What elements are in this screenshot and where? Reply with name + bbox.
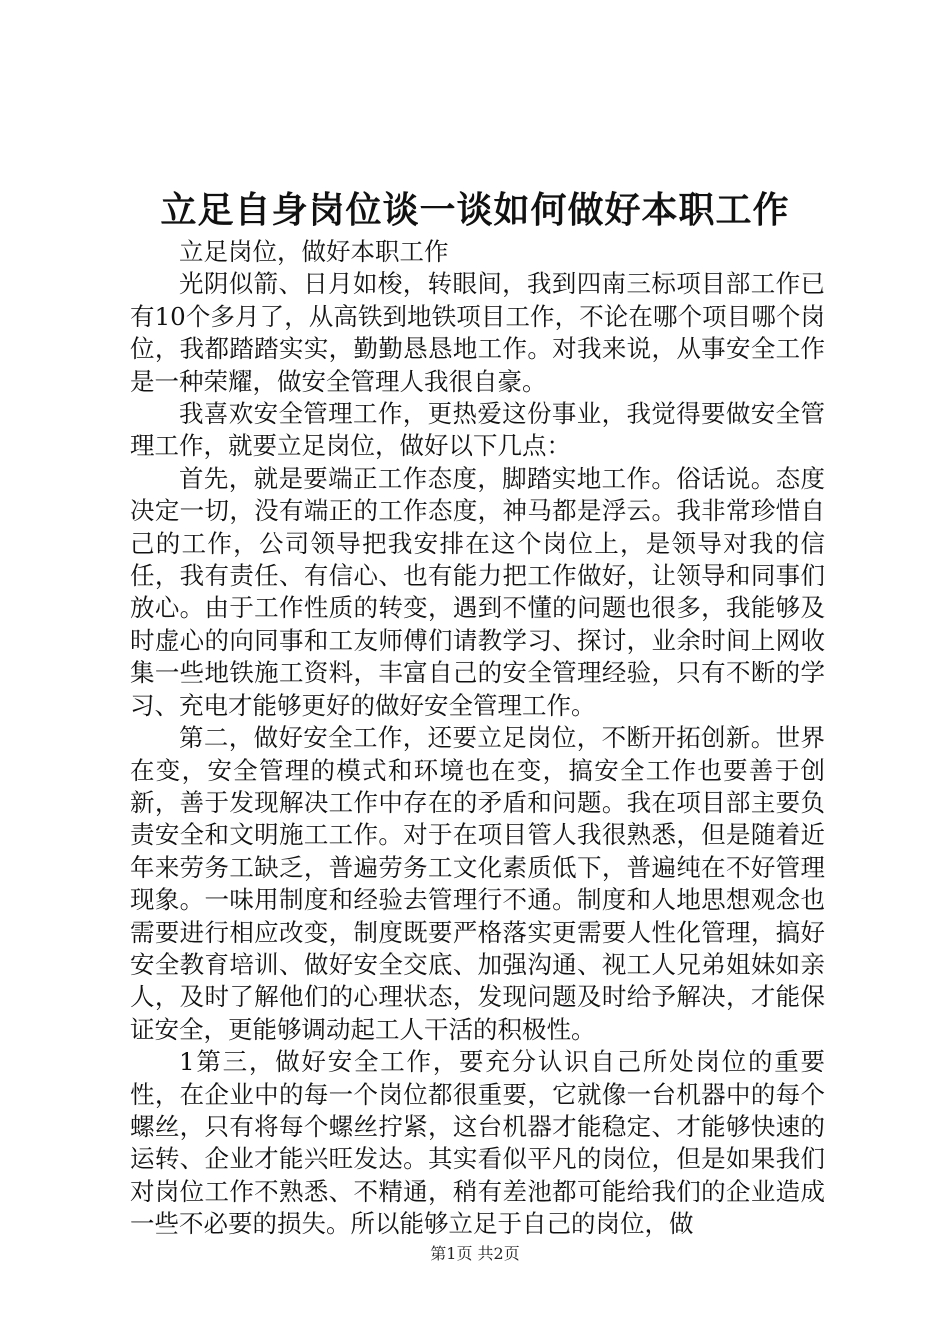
page-footer: 第1页 共2页	[430, 1244, 520, 1263]
paragraph: 我喜欢安全管理工作，更热爱这份事业，我觉得要做安全管理工作，就要立足岗位，做好以下几点：	[130, 399, 825, 461]
paragraph: 1第三，做好安全工作，要充分认识自己所处岗位的重要性，在企业中的每一个岗位都很重要，它就像一台机器中的每个螺丝，只有将每个螺丝拧紧，这台机器才能稳定、才能够快速的运转、企业才能兴旺发达。其实看似平凡的岗位，但是如果我们对岗位工作不熟悉、不精通，稍有差池都可能给我们的企业造成一些不必要的损失。所以能够立足于自己的岗位，做	[130, 1047, 825, 1239]
paragraph: 立足岗位，做好本职工作	[179, 237, 449, 266]
paragraph: 第二，做好安全工作，还要立足岗位，不断开拓创新。世界在变，安全管理的模式和环境也在变，搞安全工作也要善于创新，善于发现解决工作中存在的矛盾和问题。我在项目部主要负责安全和文明施工工作。对于在项目管人我很熟悉，但是随着近年来劳务工缺乏，普遍劳务工文化素质低下，普遍纯在不好管理现象。一味用制度和经验去管理行不通。制度和人地思想观念也需要进行相应改变，制度既要严格落实更需要人性化管理，搞好安全教育培训、做好安全交底、加强沟通、视工人兄弟姐妹如亲人，及时了解他们的心理状态，发现问题及时给予解决，才能保证安全，更能够调动起工人干活的积极性。	[130, 723, 825, 1044]
document-body	[130, 236, 825, 1241]
paragraph: 光阴似箭、日月如梭，转眼间，我到四南三标项目部工作已有10个多月了，从高铁到地铁项目工作，不论在哪个项目哪个岗位，我都踏踏实实，勤勤恳恳地工作。对我来说，从事安全工作是一种荣耀，做安全管理人我很自豪。	[130, 269, 825, 396]
paragraph: 首先，就是要端正工作态度，脚踏实地工作。俗话说。态度决定一切，没有端正的工作态度，神马都是浮云。我非常珍惜自己的工作，公司领导把我安排在这个岗位上，是领导对我的信任，我有责任、有信心、也有能力把工作做好，让领导和同事们放心。由于工作性质的转变，遇到不懂的问题也很多，我能够及时虚心的向同事和工友师傅们请教学习、探讨，业余时间上网收集一些地铁施工资料，丰富自己的安全管理经验，只有不断的学习、充电才能够更好的做好安全管理工作。	[130, 463, 825, 720]
document-title: 立足自身岗位谈一谈如何做好本职工作	[160, 189, 790, 231]
